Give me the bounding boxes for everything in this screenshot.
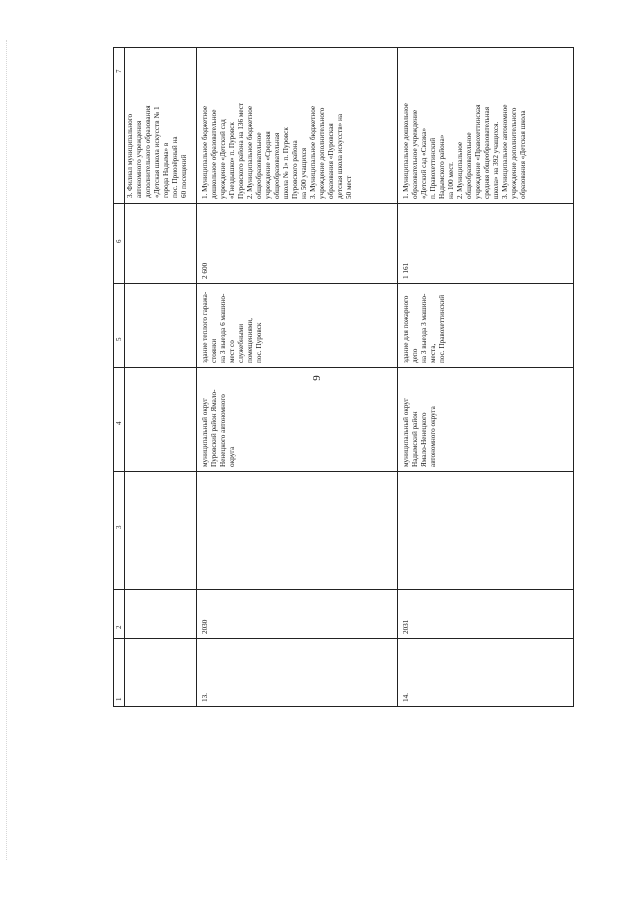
header-col-3 bbox=[115, 473, 124, 588]
header-label-1: 1 bbox=[115, 697, 123, 701]
table-row bbox=[126, 48, 196, 201]
header-col-1 bbox=[115, 646, 124, 706]
institutions-cell: 1. Муниципальное дошкольное образовательное учреждение «Детский сад «Сказка» п. Правохеттинский Надымского района» на 100 мест. 2. Муниципальное общеобразовательное учреждение «Правохеттинская средняя общеобразовательная школа» на 392 учащихся. 3. Муниципальное автономное учреждение дополнительного образования «Детская школа bbox=[402, 103, 527, 199]
row-number-cell: 13. bbox=[201, 693, 209, 702]
object-cell: здание для пожарного депо на 3 выезда 3 машино-места, пос. Правохеттинский bbox=[402, 293, 446, 363]
cost-cell: 1 161 bbox=[402, 262, 410, 279]
municipality-cell: муниципальный округ Пуровский район Ямало- Ненецкого автономного округа bbox=[201, 389, 236, 467]
header-label-6: 6 bbox=[115, 239, 123, 243]
header-col-4 bbox=[115, 369, 124, 469]
data-table bbox=[113, 47, 574, 707]
column-divider bbox=[124, 48, 125, 706]
header-label-7: 7 bbox=[115, 69, 123, 73]
year-cell: 2030 bbox=[201, 619, 209, 634]
institutions-cell: 3. Филиал муниципального автономного учреждения дополнительного образования «Детская школа искусств № 1 города Надыма» в пос. Приозёрный на 60 посещений bbox=[126, 105, 188, 198]
column-divider bbox=[196, 48, 197, 706]
page-number: 9 bbox=[311, 375, 323, 381]
header-label-5: 5 bbox=[115, 337, 123, 341]
row-number-cell: 14. bbox=[402, 693, 410, 702]
header-col-7 bbox=[115, 48, 124, 201]
cost-cell: 2 600 bbox=[201, 262, 209, 279]
header-label-4: 4 bbox=[115, 421, 123, 425]
table-row bbox=[399, 48, 574, 708]
scan-edge bbox=[6, 40, 8, 860]
table-row bbox=[198, 48, 396, 708]
municipality-cell: муниципальный округ Надымский район Ямало-Ненецкого автономного округа bbox=[402, 398, 437, 467]
header-col-5 bbox=[115, 285, 124, 365]
year-cell: 2031 bbox=[402, 619, 410, 634]
object-cell: здание теплого гаража-стоянки на 3 выезда 6 машино-мест со служебными помещениями, пос. Пуровск bbox=[201, 291, 263, 363]
header-label-2: 2 bbox=[115, 625, 123, 629]
header-label-3: 3 bbox=[115, 525, 123, 529]
header-col-6 bbox=[115, 205, 124, 281]
column-divider bbox=[397, 48, 398, 706]
institutions-cell: 1. Муниципальное бюджетное дошкольное образовательное учреждение «Детский сад «Гнездышко» п. Пуровск Пуровского района на 136 мест 2. Муниципальное бюджетное общеобразовательное учреждение «Средняя общеобразовательная школа № 1» п. Пуровск Пуровского района на 500 учащихся 3. Муниципальное бюджетное учреждение дополнительного образования «Пуровская детская школа искусств» на 50 мест bbox=[201, 102, 353, 199]
header-col-2 bbox=[115, 593, 124, 638]
